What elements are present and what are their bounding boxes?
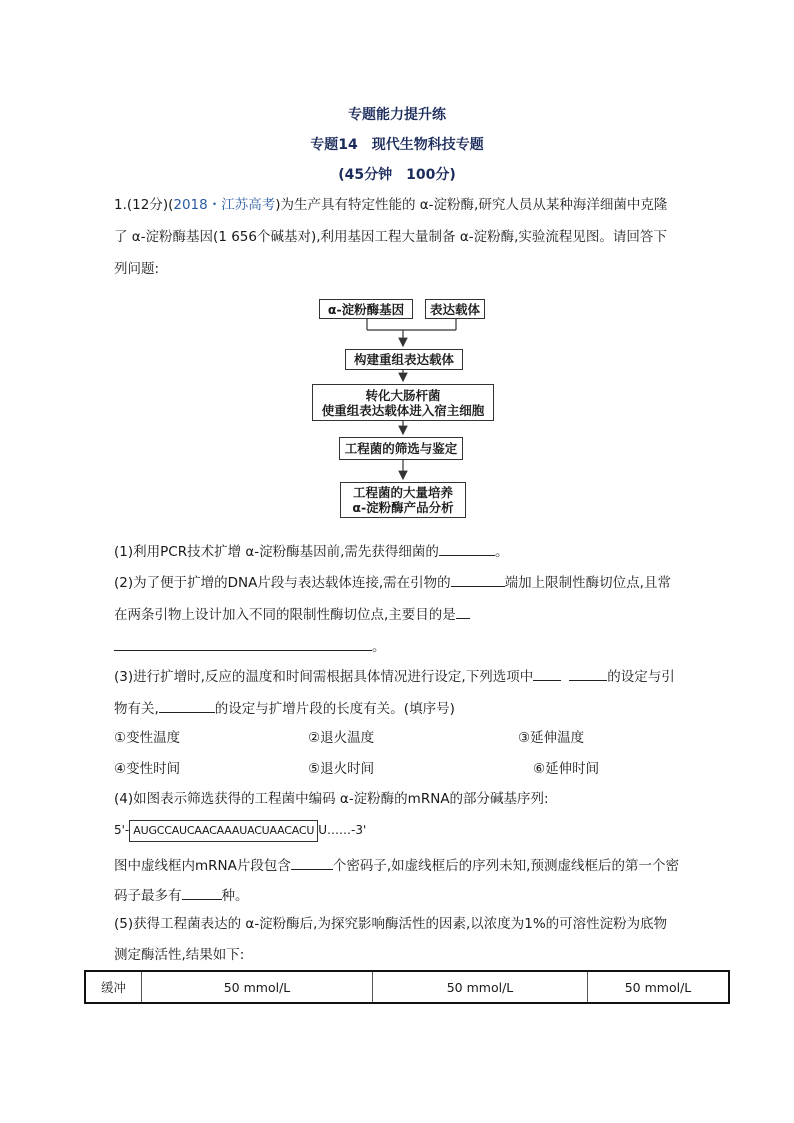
page-title: 专题能力提升练: [348, 107, 446, 123]
answer-blank[interactable]: [439, 541, 495, 556]
answer-blank[interactable]: [456, 604, 470, 619]
table-cell: 50 mmol/L: [142, 972, 373, 1002]
mrna-sequence: 5'- AUGCCAUCAACAAAUACUAACACU U……-3': [114, 820, 366, 842]
option-5: ⑤退火时间: [308, 761, 375, 777]
q1-intro-line1: 1.(12分)(2018・江苏高考)为生产具有特定性能的 α-淀粉酶,研究人员从某种海洋细菌中克隆: [114, 197, 668, 213]
flow-box-culture: 工程菌的大量培养 α-淀粉酶产品分析: [340, 482, 466, 518]
q1-part1: (1)利用PCR技术扩增 α-淀粉酶基因前,需先获得细菌的 。: [114, 541, 508, 561]
answer-blank[interactable]: [159, 698, 215, 713]
q1-part4-line2: 图中虚线框内mRNA片段包含 个密码子,如虚线框后的序列未知,预测虚线框后的第一个密: [114, 855, 679, 875]
option-2: ②退火温度: [308, 730, 375, 746]
q1-part3-line2: 物有关, 的设定与扩增片段的长度有关。(填序号): [114, 698, 455, 718]
answer-blank[interactable]: [114, 636, 372, 651]
q1-part2-line3: 。: [114, 636, 386, 656]
answer-blank[interactable]: [182, 885, 222, 900]
option-4: ④变性时间: [114, 761, 181, 777]
results-table: [84, 970, 730, 1004]
option-3: ③延伸温度: [518, 730, 585, 746]
q1-part2-line2: 在两条引物上设计加入不同的限制性酶切位点,主要目的是: [114, 604, 470, 624]
flow-box-construct: 构建重组表达载体: [345, 349, 463, 370]
sequence-dashed-box: AUGCCAUCAACAAAUACUAACACU: [129, 820, 318, 842]
q1-intro-line2: 了 α-淀粉酶基因(1 656个碱基对),利用基因工程大量制备 α-淀粉酶,实验流程见图。请回答下: [114, 229, 667, 245]
table-cell: 50 mmol/L: [373, 972, 588, 1002]
q1-source: 2018・江苏高考: [173, 197, 276, 213]
flow-box-transform: 转化大肠杆菌 使重组表达载体进入宿主细胞: [312, 384, 494, 421]
q1-intro-line3: 列问题:: [114, 261, 160, 277]
q1-part4-line1: (4)如图表示筛选获得的工程菌中编码 α-淀粉酶的mRNA的部分碱基序列:: [114, 791, 549, 807]
answer-blank[interactable]: [291, 855, 333, 870]
table-cell: 缓冲: [86, 972, 142, 1002]
q1-part2-line1: (2)为了便于扩增的DNA片段与表达载体连接,需在引物的 端加上限制性酶切位点,且常: [114, 572, 671, 592]
answer-blank[interactable]: [569, 666, 607, 681]
answer-blank[interactable]: [451, 572, 505, 587]
answer-blank[interactable]: [533, 666, 561, 681]
flow-box-vector: 表达载体: [425, 299, 485, 319]
page-subtitle: 专题14 现代生物科技专题: [310, 137, 484, 153]
q1-part3-line1: (3)进行扩增时,反应的温度和时间需根据具体情况进行设定,下列选项中 的设定与引: [114, 666, 675, 686]
q1-part5-line1: (5)获得工程菌表达的 α-淀粉酶后,为探究影响酶活性的因素,以浓度为1%的可溶性淀粉为底物: [114, 916, 668, 932]
time-score: (45分钟 100分): [338, 167, 456, 183]
q1-part5-line2: 测定酶活性,结果如下:: [114, 947, 245, 963]
option-1: ①变性温度: [114, 730, 181, 746]
table-cell: 50 mmol/L: [624, 979, 692, 995]
option-6: ⑥延伸时间: [533, 761, 600, 777]
flow-box-gene: α-淀粉酶基因: [319, 299, 413, 319]
q1-part4-line3: 码子最多有 种。: [114, 885, 249, 905]
flow-box-screen: 工程菌的筛选与鉴定: [339, 437, 463, 460]
